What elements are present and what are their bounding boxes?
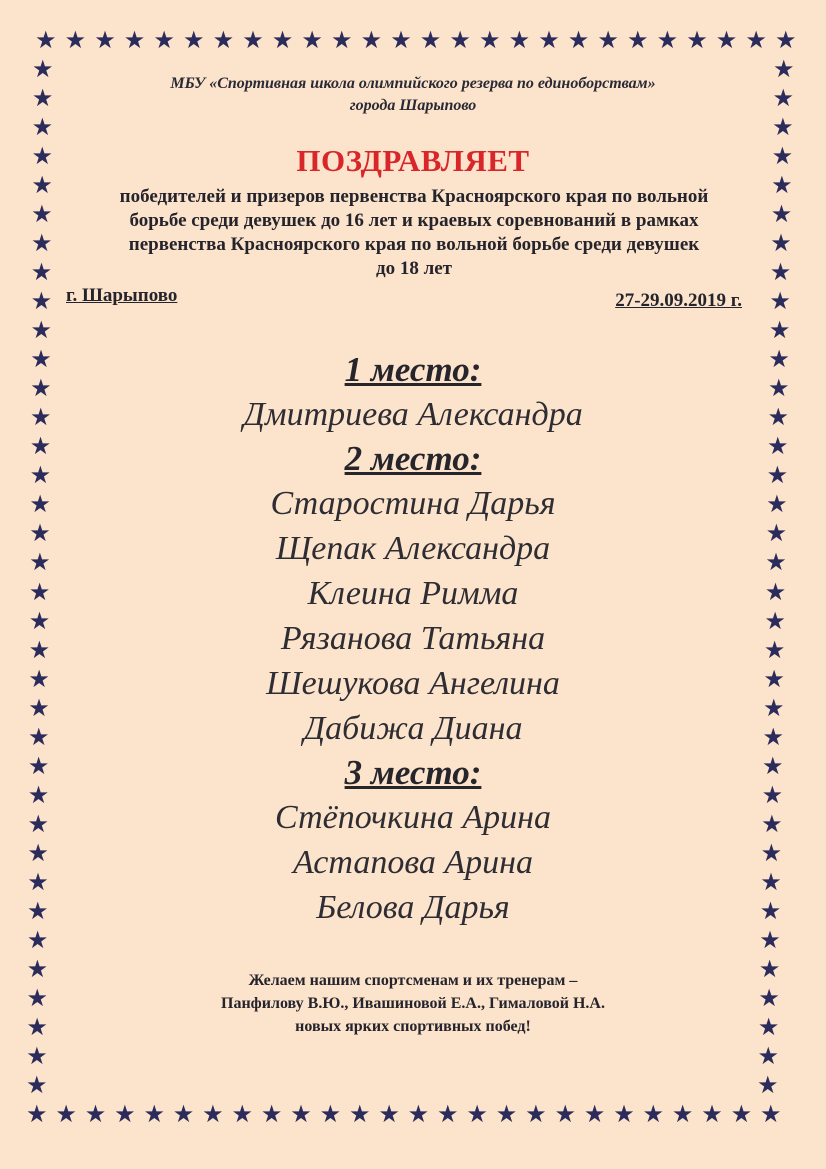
star-icon: ★ [772, 84, 795, 113]
star-icon: ★ [30, 287, 53, 316]
star-icon: ★ [378, 1100, 400, 1128]
star-icon: ★ [29, 490, 51, 519]
star-icon: ★ [31, 200, 53, 229]
star-icon: ★ [686, 26, 708, 54]
organization-line-2: города Шарыпово [349, 97, 477, 114]
star-icon: ★ [28, 693, 50, 722]
star-icon: ★ [31, 142, 53, 171]
star-icon: ★ [27, 780, 50, 809]
star-icon: ★ [763, 635, 786, 664]
star-icon: ★ [30, 258, 53, 287]
star-icon: ★ [449, 26, 471, 54]
star-icon: ★ [763, 664, 785, 693]
winner-name: Белова Дарья [316, 889, 510, 926]
star-icon: ★ [715, 26, 738, 54]
star-icon: ★ [758, 983, 780, 1012]
star-icon: ★ [183, 26, 205, 54]
star-icon: ★ [26, 954, 49, 983]
star-icon: ★ [758, 954, 781, 983]
results-list [100, 348, 726, 930]
star-icon: ★ [757, 1071, 779, 1099]
star-icon: ★ [301, 26, 323, 54]
event-date: 27-29.09.2019 г. [615, 290, 742, 311]
winner-name: Шешукова Ангелина [266, 665, 560, 702]
star-icon: ★ [767, 374, 790, 403]
star-icon: ★ [143, 1100, 165, 1128]
star-icon: ★ [757, 1041, 779, 1070]
star-icon: ★ [30, 316, 52, 345]
star-icon: ★ [762, 693, 785, 722]
star-icon: ★ [479, 26, 501, 54]
star-icon: ★ [538, 26, 560, 54]
star-icon: ★ [94, 26, 116, 54]
star-icon: ★ [775, 26, 797, 54]
star-icon: ★ [28, 664, 50, 693]
star-icon: ★ [114, 1100, 136, 1128]
star-icon: ★ [26, 1100, 48, 1128]
star-icon: ★ [554, 1100, 576, 1128]
star-icon: ★ [31, 113, 54, 142]
star-icon: ★ [55, 1100, 77, 1128]
event-city: г. Шарыпово [66, 285, 178, 306]
star-icon: ★ [30, 374, 52, 403]
star-icon: ★ [766, 461, 789, 490]
star-icon: ★ [212, 26, 235, 54]
star-icon: ★ [766, 490, 788, 519]
winner-name: Рязанова Татьяна [280, 620, 546, 657]
star-icon: ★ [27, 809, 50, 838]
star-icon: ★ [27, 838, 49, 867]
star-icon: ★ [764, 606, 786, 635]
star-icon: ★ [27, 896, 49, 925]
star-icon: ★ [771, 171, 793, 200]
star-icon: ★ [26, 925, 49, 954]
star-icon: ★ [770, 200, 793, 229]
star-icon: ★ [773, 55, 795, 83]
star-icon: ★ [760, 1100, 782, 1128]
star-icon: ★ [319, 1100, 342, 1128]
star-icon: ★ [745, 26, 767, 54]
place-3-heading: 3 место: [344, 753, 482, 792]
star-icon: ★ [762, 751, 784, 780]
star-icon: ★ [771, 142, 794, 171]
star-icon: ★ [760, 838, 783, 867]
star-icon: ★ [35, 26, 57, 54]
star-icon: ★ [331, 26, 353, 54]
star-icon: ★ [764, 577, 787, 606]
star-icon: ★ [767, 403, 790, 432]
star-icon: ★ [26, 983, 49, 1012]
star-icon: ★ [495, 1100, 518, 1128]
star-icon: ★ [29, 432, 52, 461]
star-icon: ★ [767, 432, 789, 461]
organization-name [100, 73, 726, 117]
place-1-heading: 1 место: [344, 350, 482, 389]
star-icon: ★ [769, 258, 792, 287]
star-icon: ★ [28, 722, 50, 751]
star-icon: ★ [29, 548, 51, 577]
winner-name: Стёпочкина Арина [274, 799, 552, 836]
winner-name: Астапова Арина [293, 844, 533, 881]
star-icon: ★ [202, 1100, 224, 1128]
star-icon: ★ [761, 809, 783, 838]
star-icon: ★ [701, 1100, 723, 1128]
star-icon: ★ [768, 316, 791, 345]
star-icon: ★ [84, 1100, 107, 1128]
star-icon: ★ [390, 26, 412, 54]
star-icon: ★ [613, 1100, 635, 1128]
winner-name: Дмитриева Александра [243, 396, 583, 433]
star-icon: ★ [419, 26, 442, 54]
star-icon: ★ [772, 113, 794, 142]
star-icon: ★ [627, 26, 649, 54]
winner-name: Старостина Дарья [270, 485, 556, 522]
star-icon: ★ [26, 1012, 48, 1041]
winner-name: Щепак Александра [275, 530, 551, 567]
star-icon: ★ [26, 1041, 48, 1070]
congratulation-heading: ПОЗДРАВЛЯЕТ [296, 143, 530, 178]
star-icon: ★ [656, 26, 679, 54]
wish-line: Панфилову В.Ю., Ивашиновой Е.А., Гималовой Н.А. [221, 995, 605, 1012]
intro-line: до 18 лет [375, 258, 453, 279]
star-icon: ★ [29, 403, 52, 432]
wish-line: новых ярких спортивных побед! [295, 1018, 531, 1035]
star-icon: ★ [64, 26, 87, 54]
star-icon: ★ [271, 26, 294, 54]
winner-name: Дабижа Диана [303, 710, 523, 747]
intro-text [64, 185, 764, 281]
star-icon: ★ [31, 84, 54, 113]
star-icon: ★ [28, 606, 51, 635]
intro-line: борьбе среди девушек до 16 лет и краевых соревнований в рамках [129, 210, 699, 231]
star-icon: ★ [765, 548, 787, 577]
winner-name: Клеина Римма [307, 575, 519, 612]
intro-line: победителей и призеров первенства Красноярского края по вольной [119, 186, 709, 207]
star-icon: ★ [759, 925, 781, 954]
star-icon: ★ [29, 519, 51, 548]
star-icon: ★ [757, 1012, 780, 1041]
star-icon: ★ [437, 1100, 459, 1128]
star-icon: ★ [29, 461, 52, 490]
star-icon: ★ [730, 1100, 753, 1128]
star-icon: ★ [759, 896, 782, 925]
star-icon: ★ [768, 345, 790, 374]
star-icon: ★ [760, 867, 782, 896]
star-icon: ★ [770, 229, 792, 258]
star-icon: ★ [26, 1071, 48, 1099]
star-icon: ★ [466, 1100, 488, 1128]
star-icon: ★ [231, 1100, 254, 1128]
place-2-heading: 2 место: [344, 439, 482, 478]
star-icon: ★ [242, 26, 264, 54]
star-icon: ★ [32, 55, 54, 83]
star-icon: ★ [642, 1100, 665, 1128]
star-icon: ★ [28, 577, 51, 606]
star-icon: ★ [153, 26, 175, 54]
star-icon: ★ [290, 1100, 312, 1128]
star-icon: ★ [172, 1100, 195, 1128]
star-icon: ★ [27, 751, 50, 780]
star-icon: ★ [27, 867, 49, 896]
star-icon: ★ [30, 345, 52, 374]
wish-line: Желаем нашим спортсменам и их тренерам – [248, 972, 578, 989]
star-icon: ★ [525, 1100, 547, 1128]
star-icon: ★ [30, 229, 53, 258]
star-icon: ★ [769, 287, 791, 316]
star-icon: ★ [765, 519, 788, 548]
intro-line: первенства Красноярского края по вольной борьбе среди девушек [128, 234, 700, 255]
star-icon: ★ [360, 26, 383, 54]
star-icon: ★ [123, 26, 146, 54]
star-icon: ★ [567, 26, 590, 54]
star-icon: ★ [348, 1100, 371, 1128]
star-icon: ★ [260, 1100, 283, 1128]
star-icon: ★ [508, 26, 531, 54]
star-icon: ★ [31, 171, 53, 200]
star-icon: ★ [583, 1100, 606, 1128]
star-icon: ★ [407, 1100, 430, 1128]
star-icon: ★ [761, 780, 784, 809]
organization-line-1: МБУ «Спортивная школа олимпийского резерва по единоборствам» [170, 75, 656, 92]
star-icon: ★ [671, 1100, 694, 1128]
wishes-text [100, 969, 726, 1038]
star-icon: ★ [597, 26, 619, 54]
star-icon: ★ [762, 722, 784, 751]
star-icon: ★ [28, 635, 51, 664]
